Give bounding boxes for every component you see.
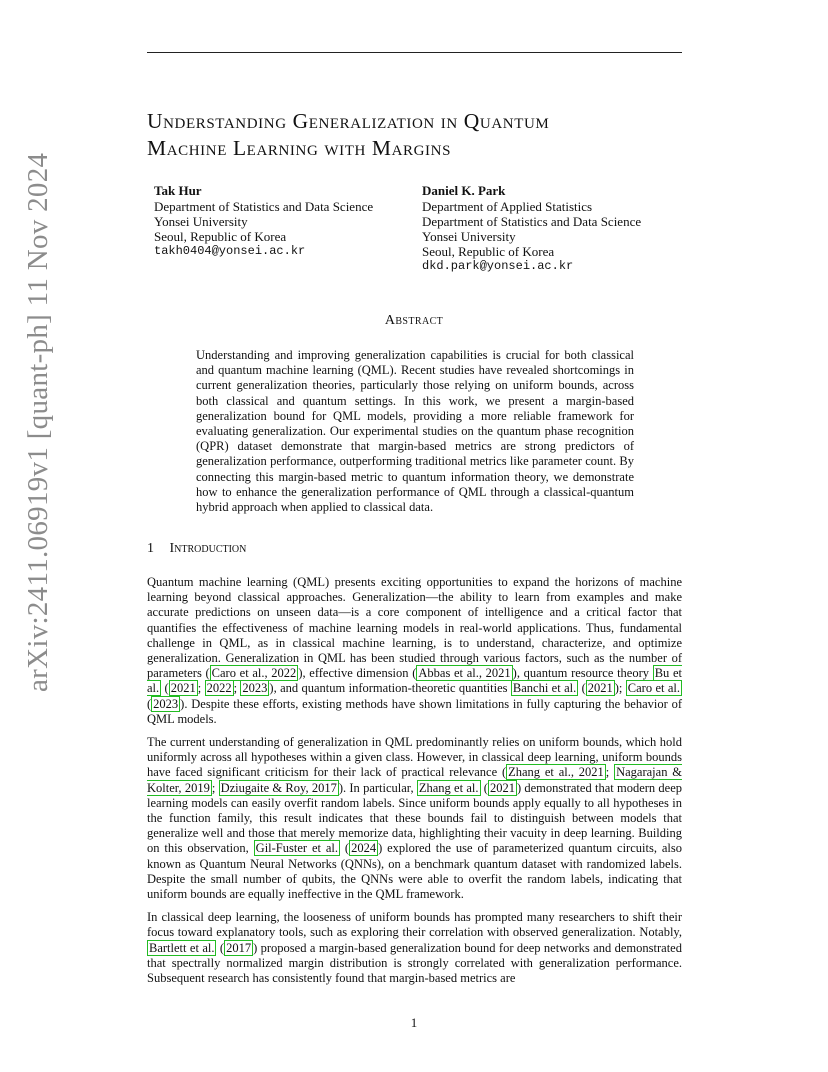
citation-link[interactable]: Zhang et al. [418,780,479,795]
citation-link[interactable]: 2022 [206,681,232,696]
citation-link[interactable]: Gil-Fuster et al. [255,841,338,856]
citation-link[interactable]: Dziugaite & Roy, 2017 [220,780,337,795]
author-affiliation-line: Department of Applied Statistics [422,199,593,214]
author-block-1 [154,183,373,259]
section-title: Introduction [169,541,247,556]
paragraph: Quantum machine learning (QML) presents exciting opportunities to expand the horizons of machine learning beyond classical approaches. Generalization—the ability to learn from examples and make accurate predictions on unseen data—is a core component of intelligence and a critical factor that quantifies the effectiveness of machine learning models in real-world applications. Thus, fundamental challenge in QML, as in classical machine learning, is to understand, characterize, and optimize generalization. Generalization in QML has been studied through various factors, such as the number of parameters ( Caro et al., 2022 ), effective dimension ( Abbas et al., 2021 ), quantum resource theory Bu et al. ( 2021 ; 2022 ; 2023 ), and quantum information-theoretic quantities Banchi et al. ( 2021 ); Caro et al. ( 2023 ). Despite these efforts, existing methods have shown limitations in fully capturing the behavior of QML models. [147,575,682,726]
citation-link[interactable]: Abbas et al., 2021 [418,666,511,681]
body-text [147,575,682,994]
paper-title [147,108,687,162]
author-affiliation-line: Yonsei University [154,214,248,229]
citation-link[interactable]: 2021 [587,681,613,696]
top-rule [147,52,682,53]
title-line-2: Machine Learning with Margins [147,136,452,160]
citation-link[interactable]: Bartlett et al. [149,940,215,955]
citation-link[interactable]: 2021 [489,780,515,795]
arxiv-identifier: arXiv:2411.06919v1 [quant-ph] 11 Nov 2024 [22,152,54,692]
citation-link[interactable]: Nagarajan & Kolter, 2019 [147,765,682,795]
author-name: Tak Hur [154,183,202,198]
citation-link[interactable]: Zhang et al., 2021 [508,765,604,780]
page-number: 1 [410,1015,418,1030]
author-name: Daniel K. Park [422,183,506,198]
citation-link[interactable]: 2021 [170,681,196,696]
paragraph: The current understanding of generalization in QML predominantly relies on uniform bounds, which hold uniformly across all hypotheses within a given class. However, in classical deep learning, uniform bounds have faced significant criticism for their lack of practical relevance ( Zhang et al., 2021 ; Nagarajan & Kolter, 2019 ; Dziugaite & Roy, 2017 ). In particular, Zhang et al. ( 2021 ) demonstrated that modern deep learning models can easily overfit random labels. Since uniform bounds apply equally to all hypotheses in the function family, this result indicates that these bounds fail to distinguish between models that generalize well and those that merely memorize data, highlighting their vacuity in deep learning. Building on this observation, Gil-Fuster et al. ( 2024 ) explored the use of parameterized quantum circuits, also known as Quantum Neural Networks (QNNs), on a benchmark quantum dataset with randomized labels. Despite the small number of qubits, the QNNs were able to overfit the random labels, indicating that uniform bounds are equally ineffective in the QML framework. [147,735,683,902]
citation-link[interactable]: Banchi et al. [512,681,577,696]
citation-link[interactable]: 2017 [226,940,252,955]
citation-link[interactable]: 2023 [242,681,268,696]
citation-link[interactable]: 2024 [351,841,377,856]
citation-link[interactable]: 2023 [153,696,179,711]
author-affiliation-line: Department of Statistics and Data Science [422,214,642,229]
author-affiliation-line: Department of Statistics and Data Science [154,199,374,214]
author-email: dkd.park@yonsei.ac.kr [422,259,574,273]
paragraph: In classical deep learning, the looseness of uniform bounds has prompted many researchers to shift their focus toward explanatory tools, such as exploring their correlation with observed generalization. Notably, Bartlett et al. ( 2017 ) proposed a margin-based generalization bound for deep networks and demonstrated that spectrally normalized margin distribution is strongly correlated with generalization performance. Subsequent research has consistently found that margin-based metrics are [147,910,682,986]
author-affiliation-line: Seoul, Republic of Korea [154,229,287,244]
abstract-text: Understanding and improving generalization capabilities is crucial for both classical and quantum machine learning (QML). Recent studies have revealed shortcomings in current generalization theories, particularly those relying on uniform bounds, across both classical and quantum settings. In this work, we present a margin-based generalization bound for QML models, providing a more reliable framework for evaluating generalization. Our experimental studies on the quantum phase recognition (QPR) dataset demonstrate that margin-based metrics are strong predictors of generalization performance, outperforming traditional metrics like parameter count. By connecting this margin-based metric to quantum information theory, we demonstrate how to enhance the generalization performance of QML through a classical-quantum hybrid approach when applied to classical data. [196,348,634,515]
section-number: 1 [147,541,154,556]
title-line-1: Understanding Generalization in Quantum [147,109,550,133]
author-email: takh0404@yonsei.ac.kr [154,244,306,258]
author-affiliation-line: Seoul, Republic of Korea [422,244,555,259]
author-affiliation-line: Yonsei University [422,229,516,244]
citation-link[interactable]: Caro et al., 2022 [211,666,297,681]
citation-link[interactable]: Bu et al. [147,666,682,696]
author-block-2 [422,183,641,274]
citation-link[interactable]: Caro et al. [627,681,680,696]
section-heading [147,541,246,557]
abstract-heading: Abstract [384,313,444,328]
